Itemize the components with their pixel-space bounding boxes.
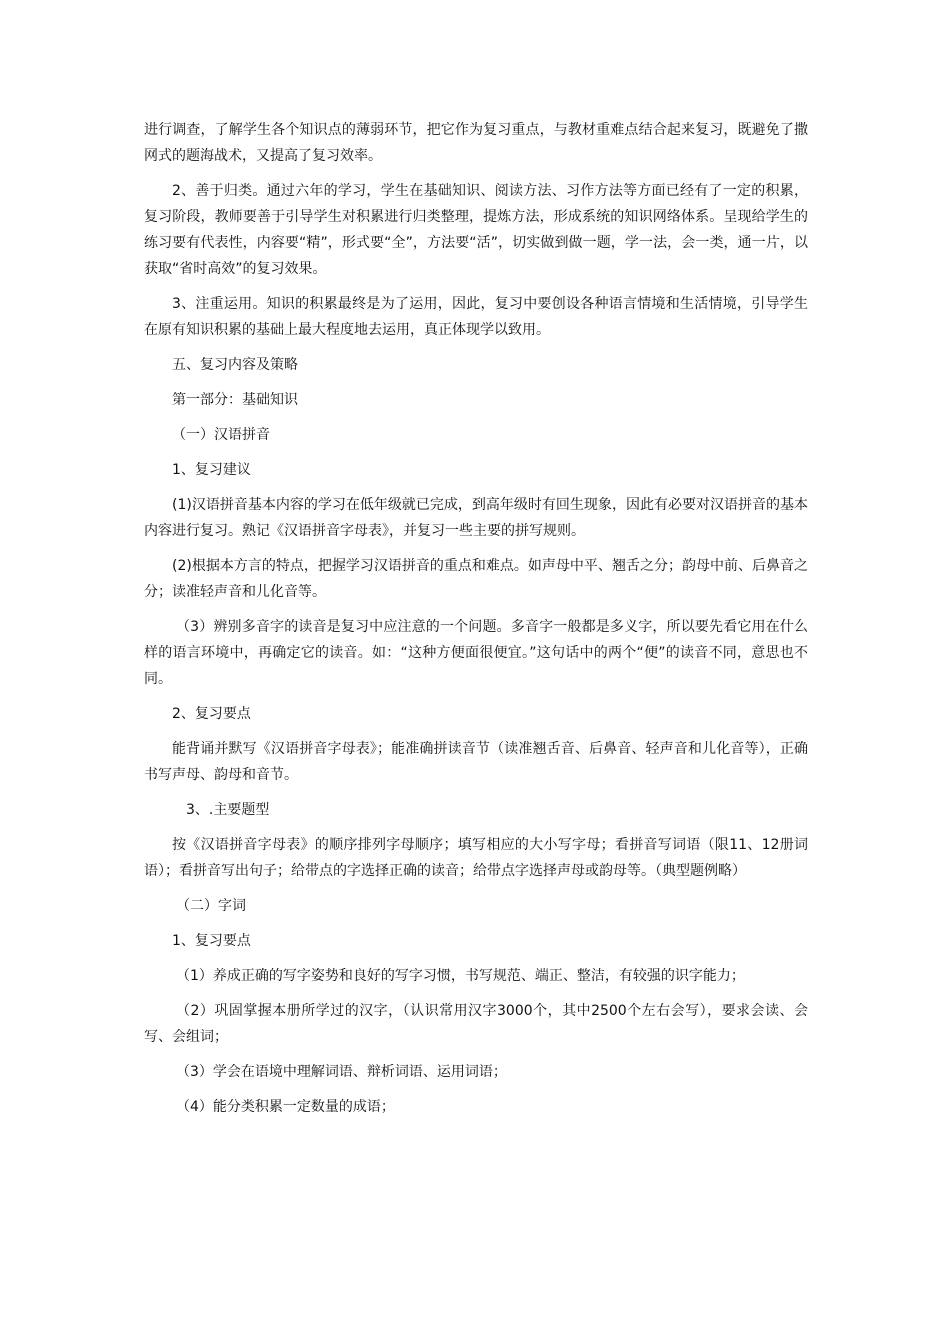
item-heading-review-points: 2、复习要点 [172, 706, 251, 722]
subsection-heading-pinyin: （一）汉语拼音 [172, 427, 270, 443]
part-heading-one: 第一部分：基础知识 [172, 392, 298, 408]
paragraph-3: 3、注重运用。知识的积累最终是为了运用，因此，复习中要创设各种语言情境和生活情境，引导学生在原有知识积累的基础上最大程度地去运用，真正体现学以致用。 [144, 296, 808, 338]
paragraph-1: 进行调查，了解学生各个知识点的薄弱环节，把它作为复习重点，与教材重难点结合起来复习，既避免了撒网式的题海战术，又提高了复习效率。 [144, 122, 808, 164]
paragraph-19: （3）学会在语境中理解词语、辩析词语、运用词语； [176, 1064, 507, 1080]
paragraph-2: 2、善于归类。通过六年的学习，学生在基础知识、阅读方法、习作方法等方面已经有了一定的积累，复习阶段，教师要善于引导学生对积累进行归类整理，提炼方法，形成系统的知识网络体系。呈现给学生的练习要有代表性，内容要“精”，形式要“全”，方法要“活”，切实做到做一题，学一法，会一类，通一片，以获取“省时高效”的复习效果。 [144, 183, 808, 277]
paragraph-12: 能背诵并默写《汉语拼音字母表》；能准确拼读音节（读准翘舌音、后鼻音、轻声音和儿化音等），正确书写声母、韵母和音节。 [144, 741, 808, 783]
paragraph-8: (1)汉语拼音基本内容的学习在低年级就已完成，到高年级时有回生现象，因此有必要对汉语拼音的基本内容进行复习。熟记《汉语拼音字母表》，并复习一些主要的拼写规则。 [144, 497, 808, 539]
section-heading-five: 五、复习内容及策略 [172, 357, 298, 373]
subsection-heading-words: （二）字词 [176, 898, 246, 914]
item-heading-question-types: 3、.主要题型 [186, 802, 270, 818]
paragraph-17: （1）养成正确的写字姿势和良好的写字习惯，书写规范、端正、整洁，有较强的识字能力； [176, 968, 745, 984]
document-body [144, 117, 808, 1129]
paragraph-9: (2)根据本方言的特点，把握学习汉语拼音的重点和难点。如声母中平、翘舌之分；韵母中前、后鼻音之分；读准轻声音和儿化音等。 [144, 558, 808, 600]
item-heading-review-suggestions: 1、复习建议 [172, 462, 251, 478]
paragraph-18: （2）巩固掌握本册所学过的汉字，（认识常用汉字3000个，其中2500个左右会写），要求会读、会写、会组词； [144, 1003, 808, 1045]
paragraph-10: （3）辨别多音字的读音是复习中应注意的一个问题。多音字一般都是多义字，所以要先看它用在什么样的语言环境中，再确定它的读音。如：“这种方便面很便宜。”这句话中的两个“便”的读音不同，意思也不同。 [144, 619, 808, 687]
paragraph-14: 按《汉语拼音字母表》的顺序排列字母顺序；填写相应的大小写字母；看拼音写词语（限11、12册词语）；看拼音写出句子；给带点的字选择正确的读音；给带点字选择声母或韵母等。（典型题例略） [144, 837, 808, 879]
item-heading-review-points-2: 1、复习要点 [172, 933, 251, 949]
paragraph-20: （4）能分类积累一定数量的成语； [176, 1099, 395, 1115]
